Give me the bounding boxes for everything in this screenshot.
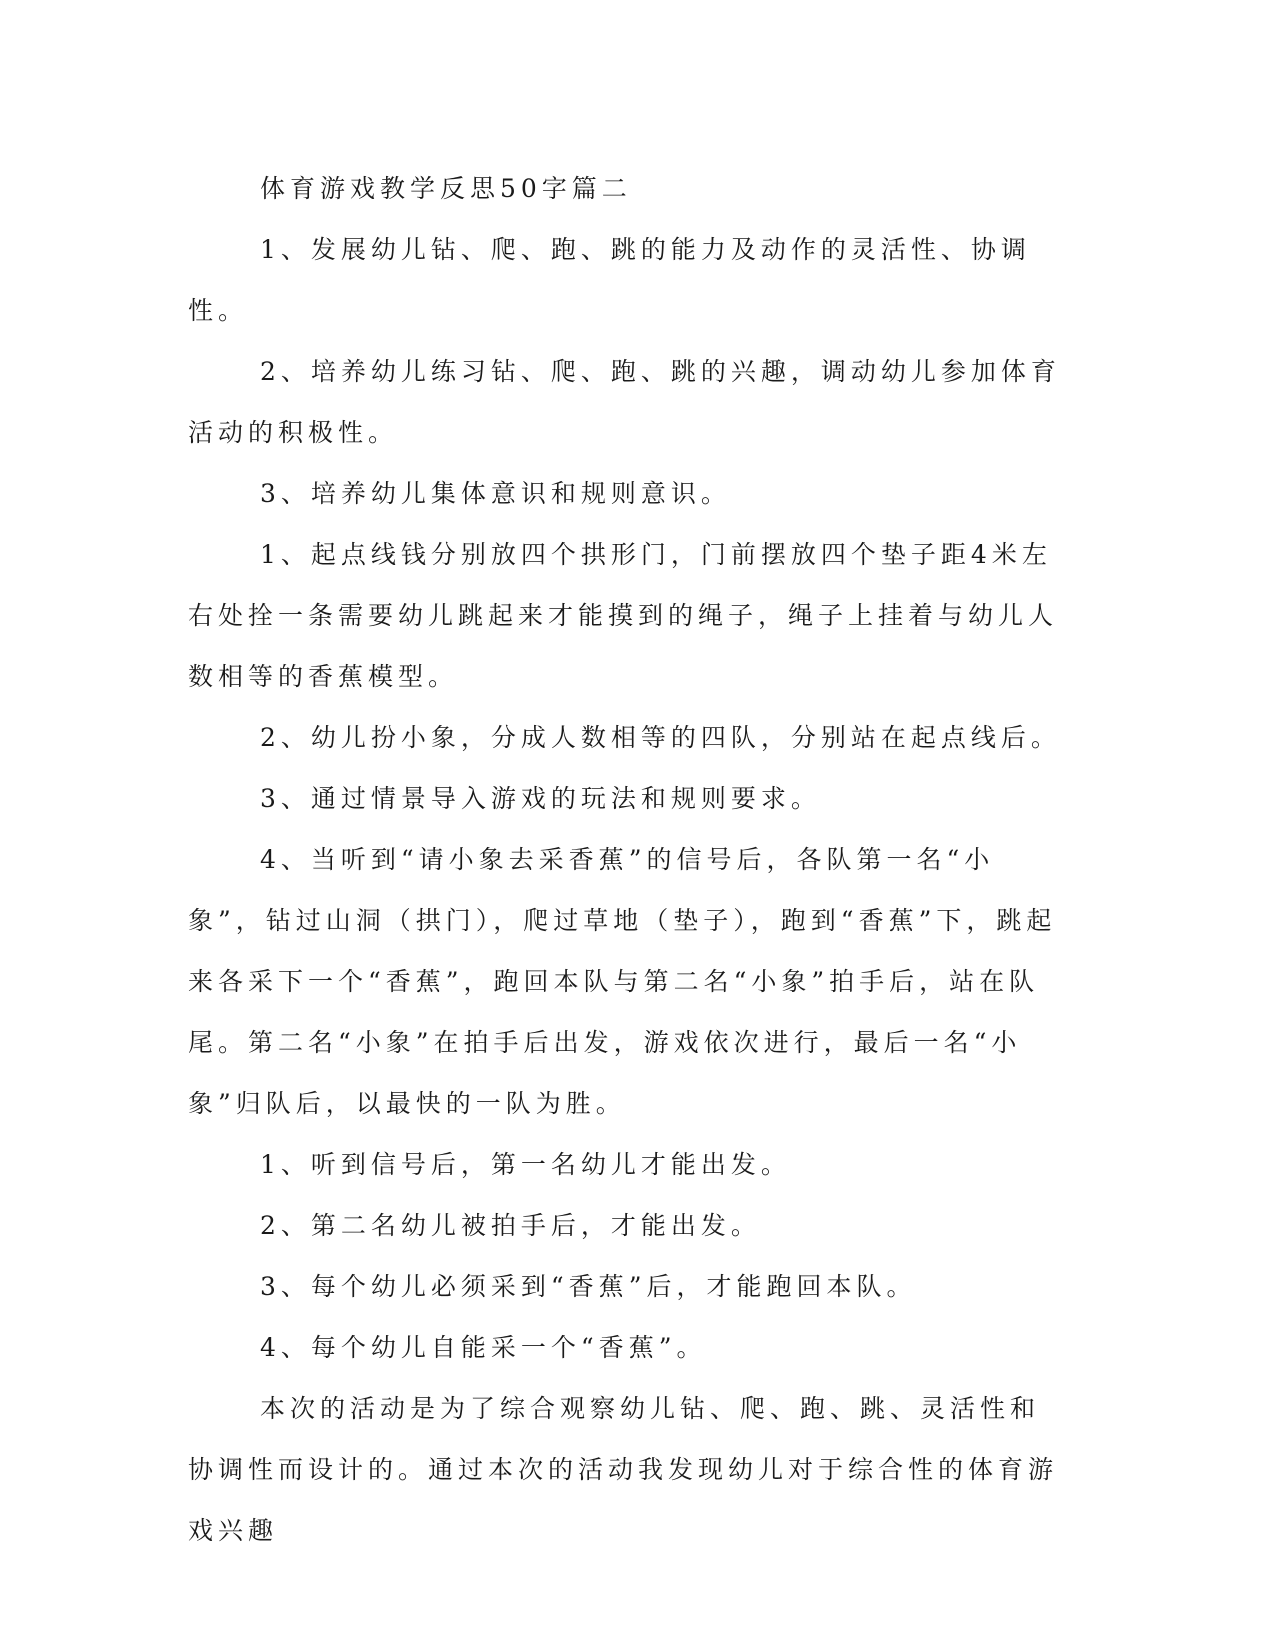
prep-3: 3、通过情景导入游戏的玩法和规则要求。	[260, 784, 821, 813]
goal-1: 1、发展幼儿钻、爬、跑、跳的能力及动作的灵活性、协调性。	[188, 235, 1031, 325]
play-description: 4、当听到“请小象去采香蕉”的信号后，各队第一名“小象”，钻过山洞（拱门），爬过草地（垫子），跑到“香蕉”下，跳起来各采下一个“香蕉”，跑回本队与第二名“小象”拍手后，站在队尾。第二名“小象”在拍手后出发，游戏依次进行，最后一名“小象”归队后，以最快的一队为胜。	[188, 845, 1057, 1118]
prep-2: 2、幼儿扮小象，分成人数相等的四队，分别站在起点线后。	[260, 723, 1061, 752]
rule-1: 1、听到信号后，第一名幼儿才能出发。	[260, 1150, 791, 1179]
document-body	[188, 158, 1068, 1561]
goal-3: 3、培养幼儿集体意识和规则意识。	[260, 479, 731, 508]
document-title: 体育游戏教学反思50字篇二	[260, 174, 632, 203]
goal-2: 2、培养幼儿练习钻、爬、跑、跳的兴趣，调动幼儿参加体育活动的积极性。	[188, 357, 1061, 447]
rule-4: 4、每个幼儿自能采一个“香蕉”。	[260, 1333, 707, 1362]
reflection-paragraph: 本次的活动是为了综合观察幼儿钻、爬、跑、跳、灵活性和协调性而设计的。通过本次的活动我发现幼儿对于综合性的体育游戏兴趣	[188, 1394, 1059, 1545]
prep-1: 1、起点线钱分别放四个拱形门，门前摆放四个垫子距4米左右处拴一条需要幼儿跳起来才能摸到的绳子，绳子上挂着与幼儿人数相等的香蕉模型。	[188, 540, 1059, 691]
rule-2: 2、第二名幼儿被拍手后，才能出发。	[260, 1211, 761, 1240]
rule-3: 3、每个幼儿必须采到“香蕉”后，才能跑回本队。	[260, 1272, 917, 1301]
